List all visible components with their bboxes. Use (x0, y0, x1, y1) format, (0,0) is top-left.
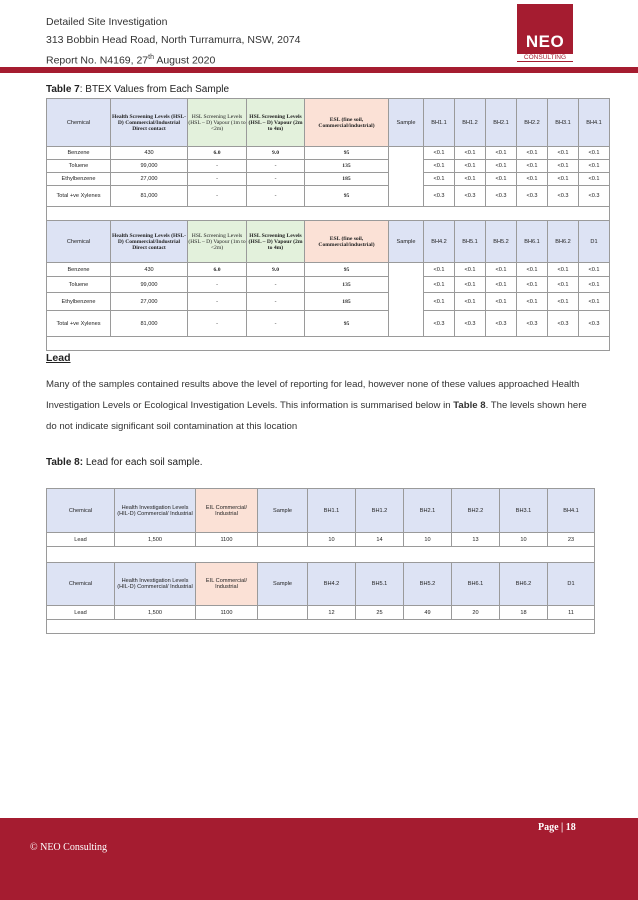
result-value: <0.3 (579, 186, 610, 207)
chemical-name: Total +ve Xylenes (47, 311, 111, 337)
vapour-2m-value: 9.0 (247, 263, 305, 277)
result-value: <0.3 (517, 311, 548, 337)
vapour-1m-value: - (188, 293, 247, 311)
result-value: 18 (500, 606, 548, 620)
table8-col-hil: Health Investigation Levels (HIL-D) Commercial/ Industrial (115, 563, 196, 606)
table8-sample-header: BH2.1 (404, 489, 452, 533)
document-header (46, 14, 300, 70)
table7-sample-header: BH3.1 (548, 99, 579, 147)
esl-value: 185 (305, 293, 389, 311)
esl-value: 95 (305, 263, 389, 277)
table8-sample-header: BH5.2 (404, 563, 452, 606)
table8-sample-header: BH1.1 (308, 489, 356, 533)
table7-sample-header: BH2.2 (517, 99, 548, 147)
table8-header-row (47, 489, 595, 533)
table8-col-sample: Sample (258, 563, 308, 606)
chemical-name: Benzene (47, 263, 111, 277)
result-value: 10 (308, 533, 356, 547)
page-number: Page | 18 (538, 822, 576, 833)
hsl-d-value: 81,000 (111, 186, 188, 207)
result-value: <0.3 (579, 311, 610, 337)
eil-value: 1100 (196, 533, 258, 547)
hsl-d-value: 99,000 (111, 277, 188, 293)
table7-sample-header: BH4.1 (579, 99, 610, 147)
hil-value: 1,500 (115, 606, 196, 620)
table7-col-hsl-d: Health Screening Levels (HSL-D) Commercial/Industrial Direct contact (111, 99, 188, 147)
result-value: <0.1 (548, 160, 579, 173)
table-row (47, 311, 610, 337)
result-value: <0.1 (455, 147, 486, 160)
result-value: <0.3 (455, 186, 486, 207)
sample-spacer-cell (389, 263, 424, 337)
result-value: 14 (356, 533, 404, 547)
lead-heading: Lead (46, 352, 71, 364)
table8-sample-header: D1 (548, 563, 595, 606)
table7-col-chemical: Chemical (47, 221, 111, 263)
result-value: 12 (308, 606, 356, 620)
header-report-number: Report No. N4169, 27th August 2020 (46, 54, 216, 67)
vapour-2m-value: - (247, 311, 305, 337)
table-spacer-row (47, 620, 595, 634)
table7-sample-header: BH6.2 (548, 221, 579, 263)
table7-btex (46, 98, 610, 351)
table8-lead (46, 488, 595, 634)
vapour-1m-value: - (188, 311, 247, 337)
result-value: <0.1 (548, 147, 579, 160)
table8-col-hil: Health Investigation Levels (HIL-D) Commercial/ Industrial (115, 489, 196, 533)
result-value: <0.1 (455, 173, 486, 186)
result-value: <0.3 (548, 186, 579, 207)
hsl-d-value: 430 (111, 263, 188, 277)
lead-paragraph: Many of the samples contained results above the level of reporting for lead, however none of these values approached Health Investigation Levels or Ecological Investigation Levels. This information is summarised below in Table 8. The levels shown here do not indicate significant soil contamination at this location (46, 379, 587, 432)
table8-sample-header: BH2.2 (452, 489, 500, 533)
hil-value: 1,500 (115, 533, 196, 547)
vapour-2m-value: - (247, 160, 305, 173)
result-value: <0.1 (579, 160, 610, 173)
table7-col-vapour-2m: HSL Screening Levels (HSL – D) Vapour (2m to 4m) (247, 221, 305, 263)
chemical-name: Ethylbenzene (47, 293, 111, 311)
copyright-text: © NEO Consulting (30, 842, 108, 853)
result-value: <0.1 (486, 293, 517, 311)
result-value: <0.1 (455, 160, 486, 173)
result-value: 11 (548, 606, 595, 620)
table8-col-chemical: Chemical (47, 489, 115, 533)
result-value: <0.1 (424, 173, 455, 186)
result-value: <0.3 (548, 311, 579, 337)
table8-sample-header: BH5.1 (356, 563, 404, 606)
table7-sample-header: BH6.1 (517, 221, 548, 263)
table7-col-vapour-2m: HSL Screening Levels (HSL – D) Vapour (2m to 4m) (247, 99, 305, 147)
vapour-1m-value: - (188, 173, 247, 186)
table7-header-row (47, 99, 610, 147)
table8-col-chemical: Chemical (47, 563, 115, 606)
chemical-name: Lead (47, 533, 115, 547)
table-row (47, 263, 610, 277)
table7-col-vapour-1m: HSL Screening Levels (HSL – D) Vapour (1m to <2m) (188, 221, 247, 263)
result-value: <0.1 (517, 277, 548, 293)
result-value: <0.1 (579, 147, 610, 160)
table-row (47, 533, 595, 547)
esl-value: 95 (305, 311, 389, 337)
result-value: <0.1 (486, 263, 517, 277)
result-value: <0.1 (455, 293, 486, 311)
table7-col-vapour-1m: HSL Screening Levels (HSL – D) Vapour (1m to <2m) (188, 99, 247, 147)
result-value: <0.3 (517, 186, 548, 207)
table7-col-esl: ESL (fine soil, Commercial/industrial) (305, 99, 389, 147)
table8-col-eil: EIL Commercial/ Industrial (196, 489, 258, 533)
chemical-name: Ethylbenzene (47, 173, 111, 186)
vapour-2m-value: - (247, 277, 305, 293)
table-row (47, 293, 610, 311)
result-value: <0.1 (517, 293, 548, 311)
result-value: <0.1 (517, 160, 548, 173)
result-value: <0.1 (424, 277, 455, 293)
hsl-d-value: 430 (111, 147, 188, 160)
result-value: <0.3 (486, 186, 517, 207)
sample-spacer-cell (258, 606, 308, 620)
result-value: <0.1 (579, 263, 610, 277)
table8-sample-header: BH1.2 (356, 489, 404, 533)
result-value: <0.1 (548, 277, 579, 293)
vapour-2m-value: - (247, 186, 305, 207)
vapour-2m-value: 9.0 (247, 147, 305, 160)
result-value: 13 (452, 533, 500, 547)
vapour-1m-value: - (188, 186, 247, 207)
result-value: <0.1 (579, 277, 610, 293)
table-spacer-row (47, 337, 610, 351)
result-value: 10 (404, 533, 452, 547)
table7-sample-header: BH4.2 (424, 221, 455, 263)
header-divider (0, 67, 638, 73)
table-row (47, 186, 610, 207)
table8-caption: Table 8: Lead for each soil sample. (46, 457, 203, 468)
logo-text: NEO (525, 32, 565, 51)
vapour-1m-value: - (188, 160, 247, 173)
table7-col-chemical: Chemical (47, 99, 111, 147)
esl-value: 95 (305, 186, 389, 207)
sample-spacer-cell (258, 533, 308, 547)
table7-sample-header: BH1.2 (455, 99, 486, 147)
header-address: 313 Bobbin Head Road, North Turramurra, NSW, 2074 (46, 33, 301, 46)
table-row (47, 277, 610, 293)
table7-col-sample: Sample (389, 99, 424, 147)
result-value: <0.1 (517, 147, 548, 160)
chemical-name: Total +ve Xylenes (47, 186, 111, 207)
table8-header-row (47, 563, 595, 606)
table8-sample-header: BH4.2 (308, 563, 356, 606)
result-value: <0.1 (486, 160, 517, 173)
sample-spacer-cell (389, 147, 424, 207)
table-spacer-row (47, 207, 610, 221)
result-value: 25 (356, 606, 404, 620)
result-value: 10 (500, 533, 548, 547)
esl-value: 95 (305, 147, 389, 160)
esl-value: 135 (305, 277, 389, 293)
result-value: <0.1 (486, 277, 517, 293)
table7-col-hsl-d: Health Screening Levels (HSL-D) Commercial/Industrial Direct contact (111, 221, 188, 263)
result-value: <0.1 (579, 293, 610, 311)
result-value: <0.1 (424, 293, 455, 311)
table8-sample-header: BH4.1 (548, 489, 595, 533)
table8-sample-header: BH6.1 (452, 563, 500, 606)
result-value: <0.3 (486, 311, 517, 337)
result-value: <0.1 (548, 293, 579, 311)
page-footer (0, 818, 638, 900)
table-row (47, 160, 610, 173)
table7-caption: Table 7: BTEX Values from Each Sample (46, 84, 230, 95)
table-row (47, 147, 610, 160)
vapour-1m-value: - (188, 277, 247, 293)
hsl-d-value: 27,000 (111, 173, 188, 186)
table-row (47, 173, 610, 186)
table7-col-sample: Sample (389, 221, 424, 263)
result-value: <0.1 (424, 263, 455, 277)
hsl-d-value: 81,000 (111, 311, 188, 337)
chemical-name: Toluene (47, 277, 111, 293)
table-row (47, 606, 595, 620)
table7-sample-header: D1 (579, 221, 610, 263)
table8-sample-header: BH6.2 (500, 563, 548, 606)
result-value: <0.1 (455, 263, 486, 277)
result-value: <0.1 (548, 263, 579, 277)
table7-col-esl: ESL (fine soil, Commercial/industrial) (305, 221, 389, 263)
result-value: <0.3 (455, 311, 486, 337)
result-value: <0.1 (486, 173, 517, 186)
vapour-1m-value: 6.0 (188, 263, 247, 277)
table8-col-sample: Sample (258, 489, 308, 533)
table8-sample-header: BH3.1 (500, 489, 548, 533)
result-value: <0.1 (548, 173, 579, 186)
eil-value: 1100 (196, 606, 258, 620)
header-title: Detailed Site Investigation (46, 16, 168, 28)
result-value: <0.1 (517, 173, 548, 186)
hsl-d-value: 99,000 (111, 160, 188, 173)
result-value: <0.1 (486, 147, 517, 160)
chemical-name: Lead (47, 606, 115, 620)
result-value: <0.1 (424, 160, 455, 173)
hsl-d-value: 27,000 (111, 293, 188, 311)
esl-value: 185 (305, 173, 389, 186)
chemical-name: Toluene (47, 160, 111, 173)
chemical-name: Benzene (47, 147, 111, 160)
table-spacer-row (47, 547, 595, 563)
result-value: <0.3 (424, 186, 455, 207)
logo-subtitle: CONSULTING (511, 54, 579, 61)
table7-sample-header: BH5.2 (486, 221, 517, 263)
result-value: 23 (548, 533, 595, 547)
vapour-1m-value: 6.0 (188, 147, 247, 160)
table7-header-row (47, 221, 610, 263)
table7-sample-header: BH2.1 (486, 99, 517, 147)
table7-sample-header: BH5.1 (455, 221, 486, 263)
result-value: <0.1 (455, 277, 486, 293)
result-value: <0.1 (579, 173, 610, 186)
result-value: <0.3 (424, 311, 455, 337)
table8-col-eil: EIL Commercial/ Industrial (196, 563, 258, 606)
result-value: 20 (452, 606, 500, 620)
result-value: <0.1 (424, 147, 455, 160)
table7-sample-header: BH1.1 (424, 99, 455, 147)
esl-value: 135 (305, 160, 389, 173)
vapour-2m-value: - (247, 173, 305, 186)
vapour-2m-value: - (247, 293, 305, 311)
result-value: <0.1 (517, 263, 548, 277)
result-value: 49 (404, 606, 452, 620)
